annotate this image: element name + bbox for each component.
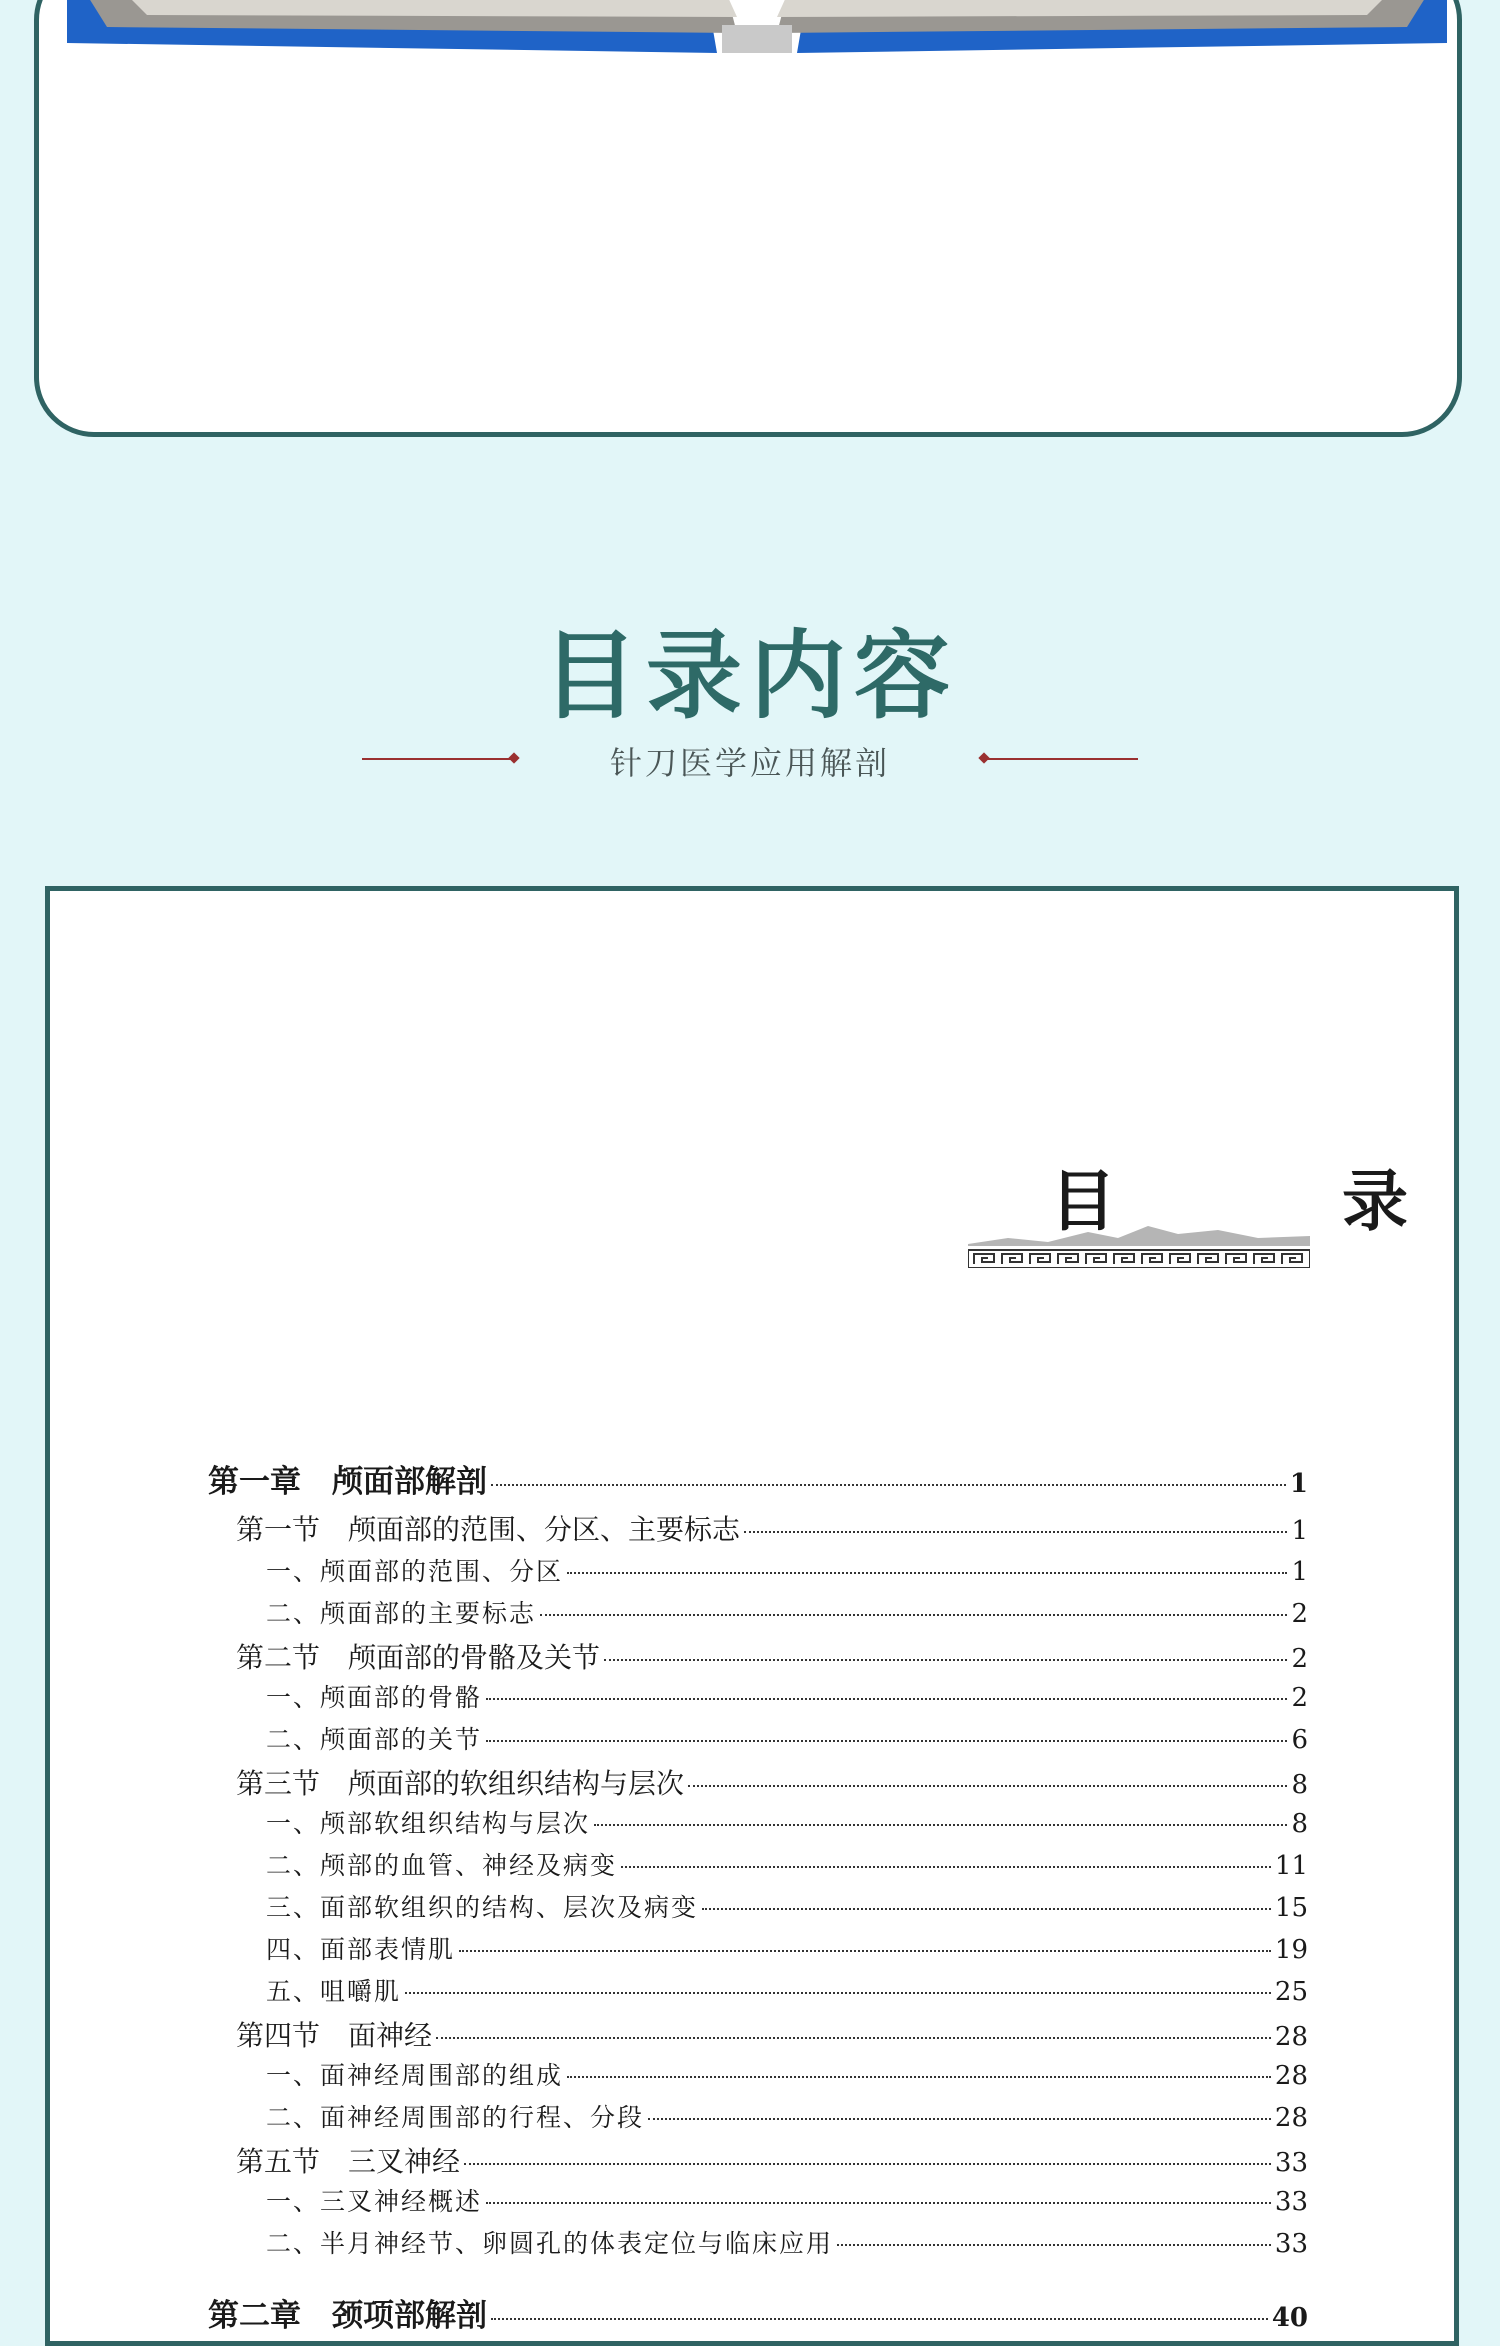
book-showcase-card — [34, 0, 1462, 437]
toc-entry[interactable]: 二、半月神经节、卵圆孔的体表定位与临床应用 33 — [266, 2229, 1308, 2259]
toc-entry[interactable]: 五、咀嚼肌 25 — [266, 1977, 1308, 2007]
section-title: 目录内容 — [542, 620, 958, 732]
fret-ornament-icon — [968, 1222, 1310, 1268]
toc-entry[interactable]: 第二章 颈项部解剖 40 — [208, 2298, 1308, 2334]
toc-entry[interactable]: 第一章 颅面部解剖 1 — [208, 1464, 1308, 1500]
toc-entry[interactable]: 第三节 颅面部的软组织结构与层次 8 — [236, 1767, 1308, 1800]
toc-title: 目 录 — [1050, 1162, 1488, 1240]
toc-entry[interactable]: 二、颅面部的主要标志 2 — [266, 1599, 1308, 1629]
toc-entry[interactable]: 二、颅部的血管、神经及病变 11 — [266, 1851, 1308, 1881]
open-book-image — [67, 0, 1447, 55]
toc-entry[interactable]: 第一节 颅面部的范围、分区、主要标志 1 — [236, 1513, 1308, 1546]
toc-entry[interactable]: 第四节 面神经 28 — [236, 2019, 1308, 2052]
right-divider-line — [986, 758, 1138, 760]
toc-entry[interactable]: 四、面部表情肌 19 — [266, 1935, 1308, 1965]
toc-entry[interactable]: 第五节 三叉神经 33 — [236, 2145, 1308, 2178]
toc-entry[interactable]: 一、三叉神经概述 33 — [266, 2187, 1308, 2217]
toc-entry[interactable]: 一、颅部软组织结构与层次 8 — [266, 1809, 1308, 1839]
toc-entry[interactable]: 一、面神经周围部的组成 28 — [266, 2061, 1308, 2091]
section-subtitle: 针刀医学应用解剖 — [609, 744, 890, 782]
toc-entry[interactable]: 第二节 颅面部的骨骼及关节 2 — [236, 1641, 1308, 1674]
toc-entry[interactable]: 二、颅面部的关节 6 — [266, 1725, 1308, 1755]
toc-entry[interactable]: 一、颅面部的骨骼 2 — [266, 1683, 1308, 1713]
toc-entry[interactable]: 一、颅面部的范围、分区 1 — [266, 1557, 1308, 1587]
toc-entry[interactable]: 三、面部软组织的结构、层次及病变 15 — [266, 1893, 1308, 1923]
toc-entry[interactable]: 二、面神经周围部的行程、分段 28 — [266, 2103, 1308, 2133]
